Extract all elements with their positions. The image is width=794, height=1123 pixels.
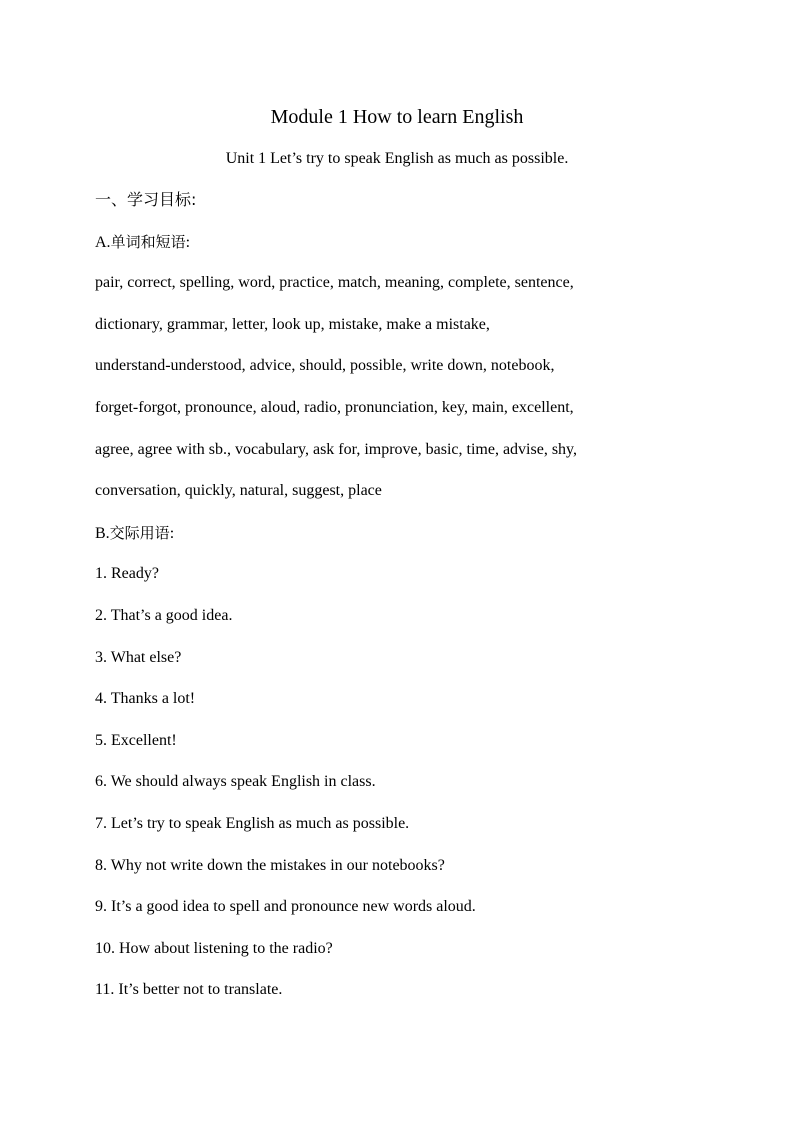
part-a-label bbox=[95, 231, 775, 273]
part-b-label-cn: 交际用语 bbox=[109, 523, 170, 542]
vocab-line: conversation, quickly, natural, suggest, place bbox=[95, 482, 382, 500]
vocab-line: forget-forgot, pronounce, aloud, radio, pronunciation, key, main, excellent, bbox=[95, 398, 574, 416]
phrase-item: 4. Thanks a lot! bbox=[95, 690, 196, 708]
vocab-line: understand-understood, advice, should, possible, write down, notebook, bbox=[95, 357, 555, 375]
vocab-line: dictionary, grammar, letter, look up, mistake, make a mistake, bbox=[95, 315, 490, 333]
phrase-item: 3. What else? bbox=[95, 648, 182, 666]
part-b-label-suffix: : bbox=[169, 524, 175, 542]
part-b-label bbox=[95, 522, 775, 564]
part-a-label-prefix: A. bbox=[95, 233, 111, 251]
phrase-item: 11. It’s better not to translate. bbox=[95, 981, 283, 999]
phrase-item: 7. Let’s try to speak English as much as possible. bbox=[95, 814, 410, 832]
part-a-label-cn: 单词和短语 bbox=[110, 232, 186, 251]
document-subtitle: Unit 1 Let’s try to speak English as much as possible. bbox=[225, 150, 569, 167]
phrase-item: 10. How about listening to the radio? bbox=[95, 939, 333, 957]
phrase-item: 9. It’s a good idea to spell and pronounce new words aloud. bbox=[95, 898, 476, 916]
vocab-line: agree, agree with sb., vocabulary, ask for, improve, basic, time, advise, shy, bbox=[95, 440, 578, 458]
part-b-label-prefix: B. bbox=[95, 524, 110, 542]
vocab-line: pair, correct, spelling, word, practice, match, meaning, complete, sentence, bbox=[95, 274, 574, 292]
phrase-item: 8. Why not write down the mistakes in our notebooks? bbox=[95, 856, 445, 874]
phrase-item: 1. Ready? bbox=[95, 565, 159, 583]
phrase-item: 5. Excellent! bbox=[95, 731, 177, 749]
section-heading: 一、学习目标: bbox=[95, 190, 197, 209]
document-title: Module 1 How to learn English bbox=[270, 106, 524, 128]
document-body bbox=[95, 189, 775, 1021]
phrase-item: 2. That’s a good idea. bbox=[95, 606, 233, 624]
part-a-label-suffix: : bbox=[185, 233, 191, 251]
phrase-item: 6. We should always speak English in class. bbox=[95, 773, 376, 791]
